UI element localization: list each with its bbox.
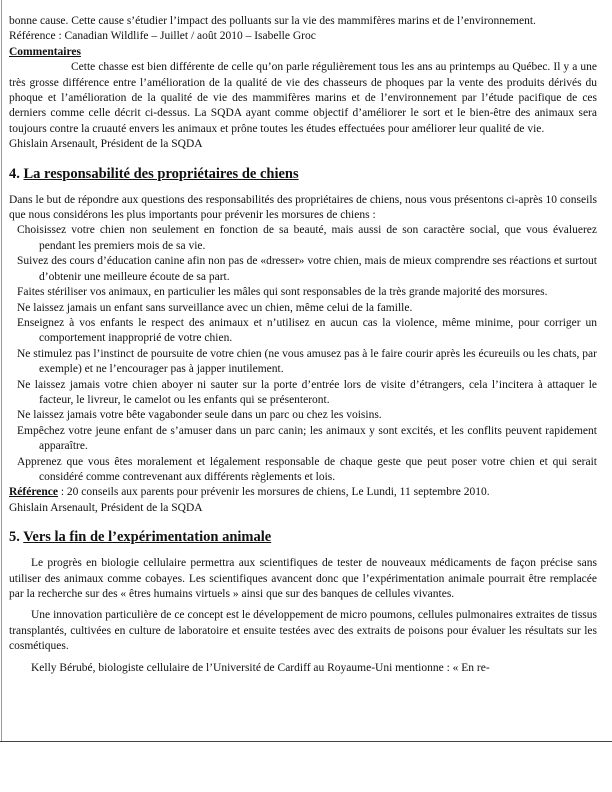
list-item: Empêchez votre jeune enfant de s’amuser dans un parc canin; les animaux y sont excités, et les conflits peuvent rapidement apparaître. <box>17 424 597 453</box>
section-4-number: 4. <box>9 165 20 182</box>
reference-line: Référence : Canadian Wildlife – Juillet / août 2010 – Isabelle Groc <box>9 30 316 43</box>
reference-label: Référence <box>9 486 58 499</box>
tips-list <box>9 223 597 485</box>
continuation-text: bonne cause. Cette cause s’étudier l’impact des polluants sur la vie des mammifères marins et de l’environnement. <box>9 15 536 27</box>
comments-heading: Commentaires <box>9 45 81 58</box>
comments-paragraph: Cette chasse est bien différente de celle qu’on parle régulièrement tous les ans au printemps au Québec. Il y a une très grosse différence entre l’amélioration de la qualité de vie des chasseurs de phoques par la vente des produits dérivés du phoque et l’amélioration de la qualité de vie des mammifères marins et de l’environnement par l’étude pacifique de ces derniers comme celle décrit ci-dessus. La SQDA ayant comme objectif d’améliorer le sort et le bien-être des animaux sera toujours contre la cruauté envers les animaux et prône toutes les études effectuées pour améliorer leur qualité de vie. <box>9 61 597 135</box>
signature-line: Ghislain Arsenault, Président de la SQDA <box>9 138 203 151</box>
list-item: Ne laissez jamais votre bête vagabonder seule dans un parc ou chez les voisins. <box>17 409 382 422</box>
section-4-heading <box>9 165 597 183</box>
page-left-border <box>1 0 2 742</box>
document-page <box>9 14 597 776</box>
page-bottom-rule <box>0 741 612 742</box>
section-5-paragraph: Kelly Bérubé, biologiste cellulaire de l’Université de Cardiff au Royaume-Uni mentionne : « En re- <box>31 661 490 674</box>
list-item: Choisissez votre chien non seulement en fonction de sa beauté, mais aussi de son caractère social, que vous évaluerez pendant les premiers mois de sa vie. <box>17 224 597 252</box>
list-item: Ne stimulez pas l’instinct de poursuite de votre chien (ne vous amusez pas à le faire courir après les écureuils ou les chats, par exemple) et ne l’encourager pas à japper inutilement. <box>17 347 597 376</box>
section-4-intro: Dans le but de répondre aux questions des responsabilités des propriétaires de chiens, nous vous présentons ci-après 10 conseils que nous considérons les plus importants pour prévenir les morsures de chiens : <box>9 193 597 222</box>
list-item: Ne laissez jamais votre chien aboyer ni sauter sur la porte d’entrée lors de visite d’étrangers, cela l’incitera à attaquer le facteur, le livreur, le camelot ou les enfants qui se présenteront. <box>17 378 597 406</box>
list-item: Suivez des cours d’éducation canine afin non pas de «dresser» votre chien, mais de mieux comprendre ses réactions et surtout d’obtenir une meilleure écoute de sa part. <box>17 255 597 283</box>
section-5-paragraph: Une innovation particulière de ce concept est le développement de micro poumons, cellules pulmonaires extraites de tissus transplantés, cultivées en culture de laboratoire et ensuite testées avec des extraits de poisons pour évaluer les résultats sur les cosmétiques. <box>9 609 597 653</box>
section-5-number: 5. <box>9 529 20 546</box>
list-item: Enseignez à vos enfants le respect des animaux et n’utilisez en aucun cas la violence, même minime, pour corriger un comportement inapproprié de votre chien. <box>17 316 597 345</box>
reference-text: : 20 conseils aux parents pour prévenir les morsures de chiens, Le Lundi, 11 septembre 2010. <box>57 486 490 499</box>
section-5-title: Vers la fin de l’expérimentation animale <box>23 529 272 546</box>
list-item: Apprenez que vous êtes moralement et légalement responsable de chaque geste que peut poser votre chien et qui serait considéré comme contrevenant aux différents règlements et lois. <box>17 455 597 483</box>
list-item: Faites stériliser vos animaux, en particulier les mâles qui sont responsables de la très grande majorité des morsures. <box>17 286 548 299</box>
section-4-title: La responsabilité des propriétaires de chiens <box>23 165 299 182</box>
list-item: Ne laissez jamais un enfant sans surveillance avec un chien, même celui de la famille. <box>17 301 413 314</box>
section-5-paragraph: Le progrès en biologie cellulaire permettra aux scientifiques de tester de nouveaux médicaments de façon précise sans utiliser des animaux comme cobayes. Les scientifiques avancent donc que l’expérimentation animale pourrait être remplacée par la recherche sur des « êtres humains virtuels » ainsi que sur des banques de cellules vivantes. <box>9 557 597 600</box>
section-5-heading <box>9 528 597 546</box>
section-4-reference <box>9 485 597 500</box>
section-4-signature: Ghislain Arsenault, Président de la SQDA <box>9 501 203 514</box>
